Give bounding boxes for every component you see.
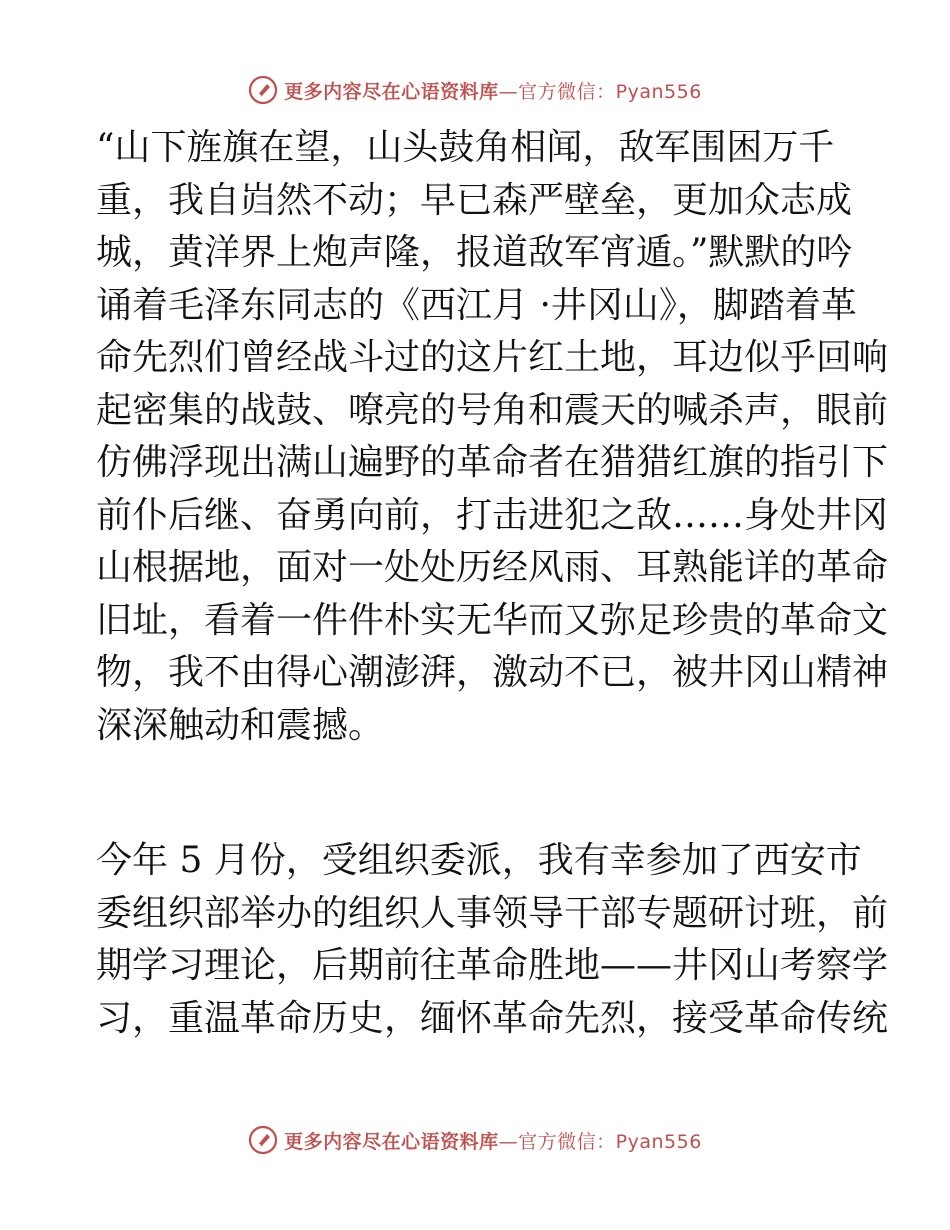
header-banner xyxy=(0,70,950,110)
paragraph-line: 旧址，看着一件件朴实无华而又弥足珍贵的革命文 xyxy=(96,599,889,641)
paragraph-line: 前仆后继、奋勇向前，打击进犯之敌……身处井冈 xyxy=(96,494,889,536)
footer-banner xyxy=(0,1120,950,1160)
paragraph-line: 山根据地，面对一处处历经风雨、耳熟能详的革命 xyxy=(96,547,889,588)
paragraph-line: 今年 5 月份，受组织委派，我有幸参加了西安市 xyxy=(96,840,862,881)
paragraph-line: 命先烈们曾经战斗过的这片红土地，耳边似乎回响 xyxy=(96,337,889,378)
paragraph-line: 物，我不由得心潮澎湃，激动不已，被井冈山精神 xyxy=(96,652,889,693)
header-banner-text xyxy=(284,77,702,104)
paragraph-line: 起密集的战鼓、嘹亮的号角和震天的喊杀声，眼前 xyxy=(96,389,889,431)
paragraph-line: 习，重温革命历史，缅怀革命先烈，接受革命传统 xyxy=(96,997,889,1039)
body-paragraph-1 xyxy=(96,122,889,752)
footer-banner-suffix: —官方微信：Pyan556 xyxy=(498,1130,702,1153)
paragraph-line: 深深触动和震撼。 xyxy=(96,704,385,746)
pen-nib-logo-icon xyxy=(248,75,278,105)
header-banner-title: 更多内容尽在心语资料库 xyxy=(284,80,499,103)
paragraph-line: 仿佛浮现出满山遍野的革命者在猎猎红旗的指引下 xyxy=(96,442,889,483)
paragraph-line: 重，我自岿然不动；早已森严壁垒，更加众志成 xyxy=(96,179,853,221)
body-paragraph-2 xyxy=(96,835,889,1045)
paragraph-line: 城，黄洋界上炮声隆，报道敌军宵遁。”默默的吟 xyxy=(96,232,853,273)
header-banner-suffix: —官方微信：Pyan556 xyxy=(498,80,702,103)
paragraph-line: 诵着毛泽东同志的《西江月 ·井冈山》，脚踏着革 xyxy=(96,284,857,326)
paragraph-line: 期学习理论，后期前往革命胜地——井冈山考察学 xyxy=(96,945,889,986)
footer-banner-title: 更多内容尽在心语资料库 xyxy=(284,1130,499,1153)
pen-nib-logo-icon xyxy=(248,1125,278,1155)
footer-banner-text xyxy=(284,1127,702,1154)
paragraph-line: 委组织部举办的组织人事领导干部专题研讨班，前 xyxy=(96,892,889,934)
paragraph-line: “山下旌旗在望，山头鼓角相闻，敌军围困万千 xyxy=(96,127,835,168)
